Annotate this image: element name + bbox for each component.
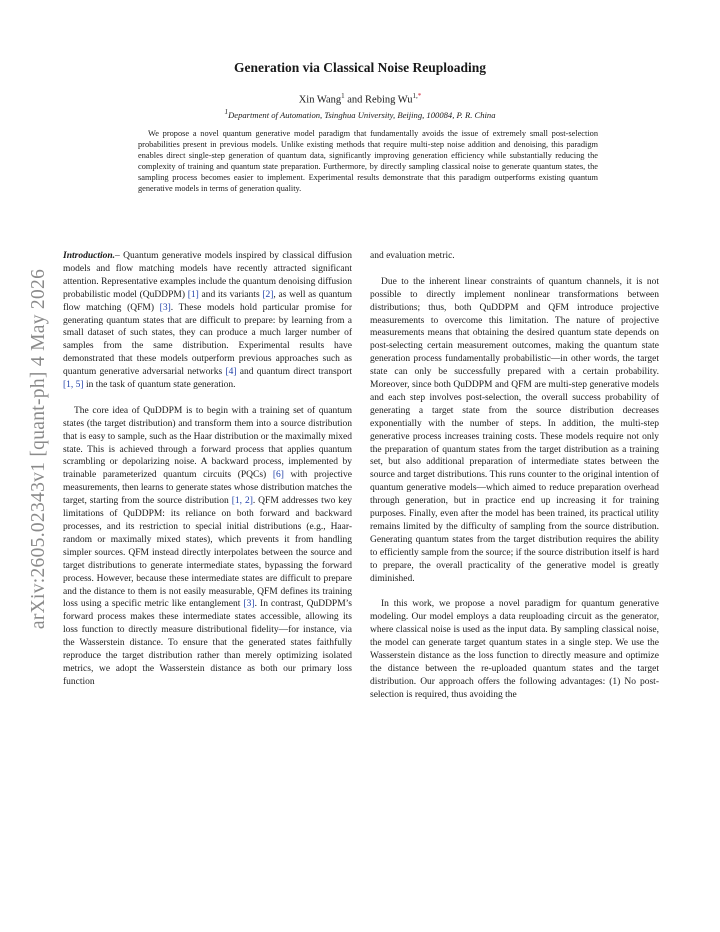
paragraph: and evaluation metric.	[370, 251, 455, 261]
citation-link[interactable]: [1, 2]	[231, 496, 253, 507]
right-column	[370, 250, 659, 715]
citation-link[interactable]: [1]	[187, 289, 199, 300]
affiliation-text: Department of Automation, Tsinghua University, Beijing, 100084, P. R. China	[228, 109, 496, 120]
citation-link[interactable]: [1, 5]	[63, 380, 84, 391]
text-run: . These models hold particular promise for generating quantum states that are difficult to prepare: by learning from a small dataset of such states, they can produce a much larger number of samples from the same distribution. Experimental results have demonstrated that these models outperform previous approaches such as quantum generative adversarial networks	[63, 302, 353, 378]
arxiv-identifier: arXiv:2605.02343v1 [quant-ph] 4 May 2026	[28, 268, 49, 630]
paragraph	[63, 405, 352, 689]
paper-title: Generation via Classical Noise Reuploading	[233, 60, 486, 75]
arxiv-watermark	[24, 244, 54, 654]
author-affil-mark	[413, 92, 422, 100]
corresponding-author-link[interactable]: *	[417, 92, 422, 100]
left-column	[63, 250, 352, 702]
citation-link[interactable]: [4]	[225, 367, 237, 378]
author-line	[0, 92, 720, 106]
text-run: . QFM addresses two key limitations of QuDDPM: its reliance on both forward and backward processes, and its restriction to special initial distributions (e.g., Haar-random or maximally mixed states), which prevents it from handling simpler sources. QFM instead directly interpolates between the source and target distributions to generate intermediate states, bypassing the forward process. However, because these intermediate states are difficult to prepare and the distance to them is not easily measurable, QFM defines its training loss using a specific metric like entanglement	[63, 496, 352, 610]
citation-link[interactable]: [3]	[243, 599, 255, 610]
author-conjunction: and	[347, 94, 363, 106]
paragraph	[63, 250, 352, 392]
author-name: Xin Wang	[298, 94, 342, 106]
text-run: . In contrast, QuDDPM’s forward process makes these intermediate states accessible, allowing its loss function to directly measure distributional fidelity—for instance, via the Wasserstein distance. To ensure that the generated states faithfully reproduce the target distribution rather than merely optimizing isolated metrics, we adopt the Wasserstein distance as both our primary loss function	[63, 599, 353, 687]
text-run: with projective measurements, then learns to generate states whose distribution matches the target, starting from the source distribution	[63, 470, 352, 507]
abstract: We propose a novel quantum generative model paradigm that fundamentally avoids the issue of extremely small post-selection probabilities present in previous models. Unlike existing methods that require multi-step noise addition and denoising, this paradigm enables direct single-step generation of quantum data, significantly improving generation efficiency while substantially reducing the complexity of training and quantum state preparation. Furthermore, by directly sampling classical noise to generate quantum states, the sampling process becomes easier to implement. Experimental results demonstrate that this paradigm outperforms existing quantum generative models in terms of generation quality.	[138, 129, 598, 194]
citation-link[interactable]: [3]	[159, 302, 171, 313]
text-run: and quantum direct transport	[236, 367, 352, 378]
affil-number: 1,	[412, 92, 418, 100]
paragraph: Due to the inherent linear constraints of quantum channels, it is not possible to directly implement nonlinear transformations between distributions; thus, both QuDDPM and QFM introduce projective measurements to overcome this limitation. The nature of projective measurements means that obtaining the desired quantum state depends on post-selecting certain measurement outcomes, making the quantum state generation process fundamentally probabilistic—in other words, the target state can only be successfully prepared with a certain probability. Moreover, since both QuDDPM and QFM are multi-step generative models and each step involves post-selection, the overall success probability of generating a target state from the source distribution decreases exponentially with the number of steps. In addition, the multi-step generative process increases training costs. These models require not only the preparation of quantum states from the target distribution as a training set, but also additional preparation of intermediate states between the source and target distributions. This runs counter to the original intention of quantum generative models—which aimed to reduce preparation overhead through generation, but in practice end up increasing it for training purposes. Finally, even after the model has been trained, its practical utility remains limited by the difficulty of sampling from the source distribution. Generating quantum states from the target distribution requires the ability to efficiently sample from the source; if the source distribution itself is hard to prepare, the overall practicality of the generative model is greatly diminished.	[370, 276, 659, 584]
text-run: Quantum generative models inspired by classical diffusion models and flow matching models have recently attracted significant attention. Representative examples include the quantum denoising diffusion probabilistic model (QuDDPM)	[63, 251, 353, 300]
text-run: and its variants	[198, 289, 263, 300]
citation-link[interactable]: [2]	[262, 289, 274, 300]
affiliation	[0, 108, 720, 120]
text-run: The core idea of QuDDPM is to begin with a training set of quantum states (the target distribution) and transform them into a source distribution that is easy to sample, such as the Haar distribution or the maximally mixed state. This is achieved through a forward process that applies quantum scrambling or depolarizing noise. A backward process, implemented by trainable parameterized quantum circuits (PQCs)	[63, 405, 352, 481]
paragraph: In this work, we propose a novel paradigm for quantum generative modeling. Our model employs a data reuploading circuit as the generator, where classical noise is used as the input data. By sampling classical noise, the model can generate target quantum states in a single step. We use the Wasserstein distance as the loss function to directly measure and optimize the distance between the re-uploaded quantum states and the target distribution. Our approach offers the following advantages: (1) No post-selection is required, thus avoiding the	[370, 599, 659, 700]
author-name: Rebing Wu	[365, 94, 413, 106]
author-affil-mark: 1	[341, 92, 345, 100]
text-run: , as well as quantum flow matching (QFM)	[63, 289, 352, 313]
heading-dash: –	[115, 251, 124, 261]
affiliation-mark: 1	[224, 108, 229, 116]
section-heading-introduction: Introduction.	[63, 251, 116, 261]
text-run: in the task of quantum state generation.	[83, 380, 236, 391]
citation-link[interactable]: [6]	[272, 470, 284, 481]
